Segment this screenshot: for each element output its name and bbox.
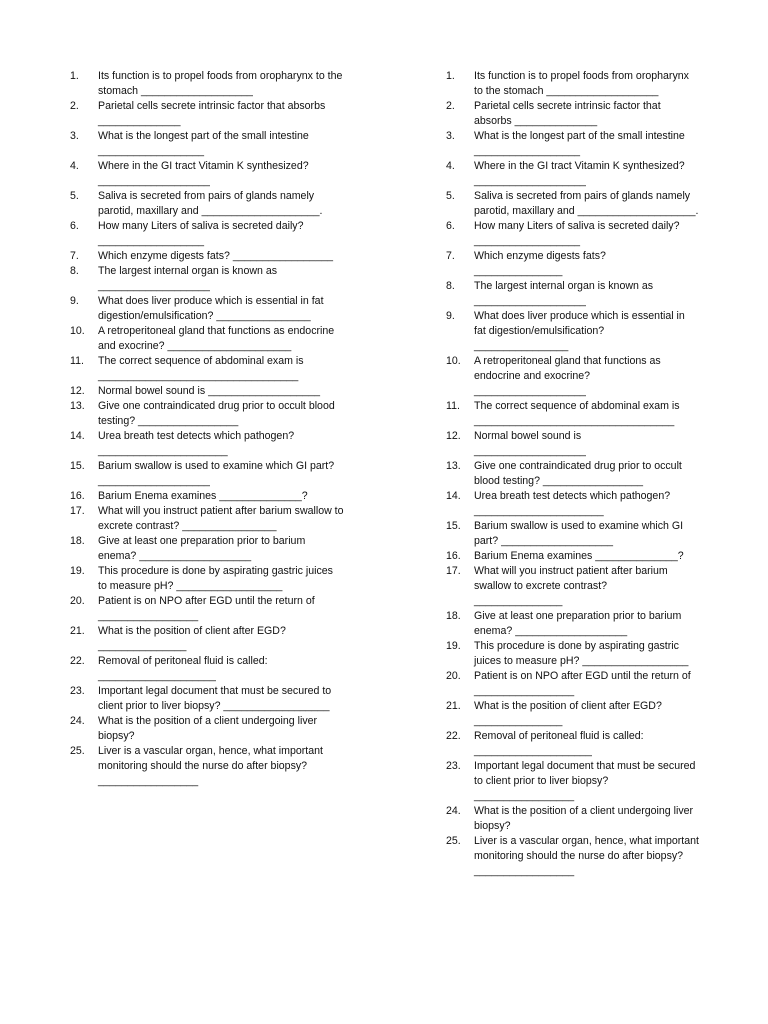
question-text: What does liver produce which is essential in fat digestion/emulsification? ________________ <box>474 310 685 352</box>
question-text: What is the longest part of the small intestine __________________ <box>98 130 309 157</box>
question-item-left-14 <box>70 429 370 459</box>
question-text: Liver is a vascular organ, hence, what important monitoring should the nurse do after biopsy? _________________ <box>98 745 323 787</box>
question-number: 3. <box>70 130 79 142</box>
question-item-left-5 <box>70 189 370 219</box>
question-number: 9. <box>70 295 79 307</box>
question-item-left-18 <box>70 534 370 564</box>
question-number: 13. <box>446 460 461 472</box>
question-item-left-7 <box>70 249 370 264</box>
question-text: What will you instruct patient after barium swallow to excrete contrast? ________________ <box>98 505 344 532</box>
question-number: 4. <box>70 160 79 172</box>
question-number: 21. <box>446 700 461 712</box>
question-item-left-3 <box>70 129 370 159</box>
question-item-right-20 <box>446 669 721 699</box>
question-number: 7. <box>446 250 455 262</box>
question-number: 15. <box>70 460 85 472</box>
question-number: 23. <box>446 760 461 772</box>
question-list-right <box>446 69 721 879</box>
question-text: Urea breath test detects which pathogen? ______________________ <box>98 430 295 457</box>
question-number: 4. <box>446 160 455 172</box>
question-item-right-6 <box>446 219 721 249</box>
question-item-right-18 <box>446 609 721 639</box>
question-item-right-13 <box>446 459 721 489</box>
question-number: 9. <box>446 310 455 322</box>
question-text: How many Liters of saliva is secreted daily? __________________ <box>98 220 304 247</box>
question-item-left-17 <box>70 504 370 534</box>
question-text: What is the position of a client undergoing liver biopsy? <box>474 805 694 832</box>
question-text: What is the longest part of the small intestine __________________ <box>474 130 685 157</box>
question-text: Urea breath test detects which pathogen? ______________________ <box>474 490 671 517</box>
question-item-right-2 <box>446 99 721 129</box>
question-item-left-12 <box>70 384 370 399</box>
question-item-right-5 <box>446 189 721 219</box>
question-item-right-14 <box>446 489 721 519</box>
question-text: Important legal document that must be secured to client prior to liver biopsy? __________________ <box>98 685 332 712</box>
question-item-left-10 <box>70 324 370 354</box>
question-number: 3. <box>446 130 455 142</box>
question-number: 12. <box>446 430 461 442</box>
question-number: 1. <box>70 70 79 82</box>
question-item-right-11 <box>446 399 721 429</box>
question-number: 13. <box>70 400 85 412</box>
question-item-left-15 <box>70 459 370 489</box>
question-number: 11. <box>446 400 460 412</box>
question-number: 10. <box>70 325 85 337</box>
question-number: 15. <box>446 520 461 532</box>
question-item-left-2 <box>70 99 370 129</box>
question-text: What will you instruct patient after barium swallow to excrete contrast? _______________ <box>474 565 668 607</box>
question-number: 8. <box>70 265 79 277</box>
question-text: Saliva is secreted from pairs of glands namely parotid, maxillary and ____________________. <box>98 190 323 217</box>
question-item-left-21 <box>70 624 370 654</box>
question-text: Which enzyme digests fats? _________________ <box>98 250 333 262</box>
question-number: 18. <box>446 610 461 622</box>
question-text: Removal of peritoneal fluid is called: ____________________ <box>474 730 644 757</box>
question-number: 1. <box>446 70 455 82</box>
question-item-left-23 <box>70 684 370 714</box>
question-item-left-16 <box>70 489 370 504</box>
question-number: 8. <box>446 280 455 292</box>
question-item-right-24 <box>446 804 721 834</box>
question-text: Give at least one preparation prior to barium enema? ___________________ <box>98 535 306 562</box>
question-number: 14. <box>70 430 85 442</box>
question-list-left <box>70 69 370 789</box>
question-number: 12. <box>70 385 85 397</box>
question-text: Barium Enema examines ______________? <box>474 550 684 562</box>
question-number: 24. <box>70 715 85 727</box>
question-text: The correct sequence of abdominal exam is __________________________________ <box>98 355 304 382</box>
question-item-left-8 <box>70 264 370 294</box>
question-item-left-24 <box>70 714 370 744</box>
question-text: Parietal cells secrete intrinsic factor that absorbs ______________ <box>474 100 661 127</box>
question-item-right-15 <box>446 519 721 549</box>
question-item-left-9 <box>70 294 370 324</box>
question-number: 16. <box>70 490 85 502</box>
question-text: The largest internal organ is known as ___________________ <box>98 265 278 292</box>
question-item-right-8 <box>446 279 721 309</box>
question-text: Parietal cells secrete intrinsic factor that absorbs ______________ <box>98 100 326 127</box>
question-number: 2. <box>70 100 79 112</box>
question-number: 25. <box>70 745 85 757</box>
question-text: Barium Enema examines ______________? <box>98 490 308 502</box>
question-text: Patient is on NPO after EGD until the return of _________________ <box>474 670 691 697</box>
question-item-right-9 <box>446 309 721 354</box>
question-text: Normal bowel sound is ___________________ <box>98 385 321 397</box>
question-item-right-1 <box>446 69 721 99</box>
question-text: What is the position of client after EGD? _______________ <box>98 625 286 652</box>
question-item-right-21 <box>446 699 721 729</box>
question-text: Important legal document that must be secured to client prior to liver biopsy? _________________ <box>474 760 696 802</box>
question-item-left-25 <box>70 744 370 789</box>
question-number: 19. <box>70 565 85 577</box>
question-text: This procedure is done by aspirating gastric juices to measure pH? __________________ <box>98 565 333 592</box>
question-text: What is the position of client after EGD? _______________ <box>474 700 662 727</box>
question-text: Which enzyme digests fats? _______________ <box>474 250 606 277</box>
question-number: 22. <box>446 730 461 742</box>
question-item-right-4 <box>446 159 721 189</box>
question-number: 21. <box>70 625 85 637</box>
question-number: 17. <box>70 505 85 517</box>
question-text: Its function is to propel foods from oropharynx to the stomach ___________________ <box>474 70 689 97</box>
question-text: This procedure is done by aspirating gastric juices to measure pH? __________________ <box>474 640 689 667</box>
question-item-left-1 <box>70 69 370 99</box>
question-item-left-19 <box>70 564 370 594</box>
question-text: Give one contraindicated drug prior to occult blood testing? _________________ <box>98 400 335 427</box>
question-number: 17. <box>446 565 461 577</box>
question-text: What is the position of a client undergoing liver biopsy? <box>98 715 318 742</box>
question-number: 19. <box>446 640 461 652</box>
question-text: Saliva is secreted from pairs of glands namely parotid, maxillary and ____________________. <box>474 190 699 217</box>
question-item-left-6 <box>70 219 370 249</box>
question-item-left-13 <box>70 399 370 429</box>
question-text: Where in the GI tract Vitamin K synthesized? ___________________ <box>474 160 685 187</box>
question-number: 20. <box>446 670 461 682</box>
question-number: 22. <box>70 655 85 667</box>
question-item-right-12 <box>446 429 721 459</box>
question-item-left-22 <box>70 654 370 684</box>
question-number: 5. <box>70 190 79 202</box>
question-item-right-22 <box>446 729 721 759</box>
question-item-right-17 <box>446 564 721 609</box>
question-text: Give at least one preparation prior to barium enema? ___________________ <box>474 610 682 637</box>
question-number: 6. <box>70 220 79 232</box>
question-item-left-20 <box>70 594 370 624</box>
question-number: 6. <box>446 220 455 232</box>
question-item-left-11 <box>70 354 370 384</box>
question-number: 7. <box>70 250 79 262</box>
question-number: 25. <box>446 835 461 847</box>
question-text: Barium swallow is used to examine which GI part? ___________________ <box>474 520 684 547</box>
question-text: Liver is a vascular organ, hence, what important monitoring should the nurse do after biopsy? _________________ <box>474 835 699 877</box>
question-number: 16. <box>446 550 461 562</box>
question-number: 23. <box>70 685 85 697</box>
question-item-right-19 <box>446 639 721 669</box>
question-item-right-7 <box>446 249 721 279</box>
question-number: 5. <box>446 190 455 202</box>
question-number: 10. <box>446 355 461 367</box>
question-number: 11. <box>70 355 84 367</box>
question-text: Patient is on NPO after EGD until the return of _________________ <box>98 595 315 622</box>
question-text: Barium swallow is used to examine which GI part? ___________________ <box>98 460 335 487</box>
question-text: The correct sequence of abdominal exam is __________________________________ <box>474 400 680 427</box>
question-text: Removal of peritoneal fluid is called: ____________________ <box>98 655 268 682</box>
question-item-right-3 <box>446 129 721 159</box>
question-text: A retroperitoneal gland that functions as endocrine and exocrine? _____________________ <box>98 325 335 352</box>
question-text: Normal bowel sound is ___________________ <box>474 430 586 457</box>
question-number: 24. <box>446 805 461 817</box>
question-number: 20. <box>70 595 85 607</box>
question-item-left-4 <box>70 159 370 189</box>
question-text: A retroperitoneal gland that functions as endocrine and exocrine? ___________________ <box>474 355 661 397</box>
question-item-right-23 <box>446 759 721 804</box>
question-text: Where in the GI tract Vitamin K synthesized? ___________________ <box>98 160 309 187</box>
question-text: What does liver produce which is essential in fat digestion/emulsification? ________________ <box>98 295 324 322</box>
question-text: Its function is to propel foods from oropharynx to the stomach ___________________ <box>98 70 343 97</box>
question-item-right-10 <box>446 354 721 399</box>
question-text: The largest internal organ is known as ___________________ <box>474 280 654 307</box>
question-number: 18. <box>70 535 85 547</box>
question-number: 2. <box>446 100 455 112</box>
question-text: How many Liters of saliva is secreted daily? __________________ <box>474 220 680 247</box>
question-item-right-25 <box>446 834 721 879</box>
question-text: Give one contraindicated drug prior to occult blood testing? _________________ <box>474 460 682 487</box>
question-item-right-16 <box>446 549 721 564</box>
question-number: 14. <box>446 490 461 502</box>
